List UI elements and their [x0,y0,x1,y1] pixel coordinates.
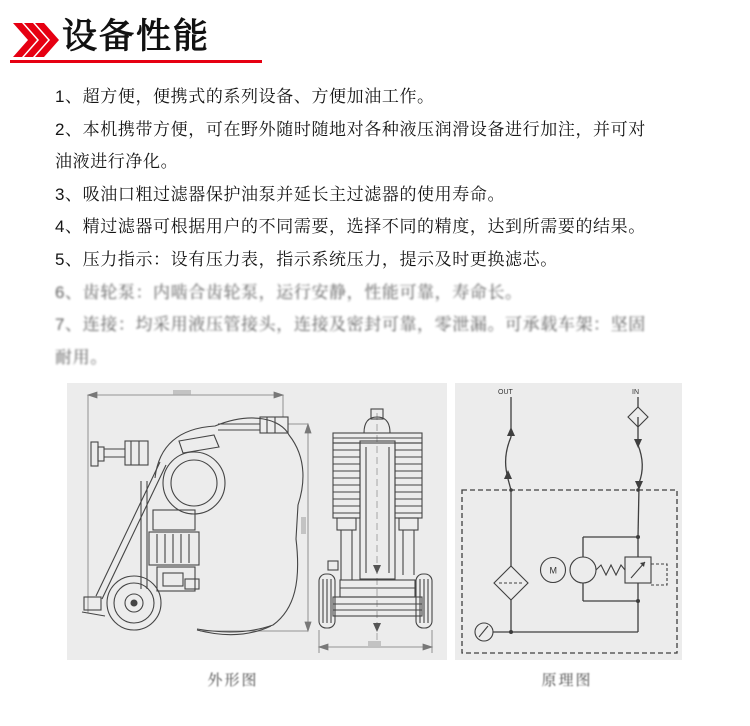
outline-drawing [67,383,447,660]
dim-label-smudge [368,641,381,646]
relief-valve-spring [596,565,625,575]
dim-label-smudge [173,390,191,395]
in-port-label: IN [632,389,639,396]
feature-line-degraded: 7、连接：均采用液压管接头，连接及密封可靠，零泄漏。可承载车架：坚固 [55,315,646,335]
feature-line: 5、压力指示：设有压力表，指示系统压力，提示及时更换滤芯。 [55,249,558,269]
triple-right-chevrons-icon [13,23,61,57]
feature-line-degraded: 6、齿轮泵：内啮合齿轮泵，运行安静，性能可靠，寿命长。 [55,282,523,302]
junction-dots [509,488,640,634]
dim-label-smudge [301,517,306,534]
return-lines [583,583,638,632]
feature-line: 3、吸油口粗过滤器保护油泵并延长主过滤器的使用寿命。 [55,184,506,204]
feature-line: 1、超方便，便携式的系列设备、方便加油工作。 [55,87,435,106]
page-title: 设备性能 [62,17,211,56]
pump-branch [583,537,638,557]
schematic-figure-caption: 原理图 [541,672,593,689]
unit-boundary-box [462,490,677,653]
relief-valve-symbol [625,557,667,585]
feature-list [55,81,740,374]
cart-side-view [82,417,303,635]
feature-line-degraded: 耐用。 [55,347,108,367]
schematic-panel [455,383,682,660]
pressure-gauge-symbol [475,623,493,641]
title-underline [10,60,262,63]
out-line [504,397,515,566]
hydraulic-schematic [455,383,682,660]
outline-figure-caption: 外形图 [207,672,259,689]
pump-symbol [570,557,596,583]
out-port-label: OUT [498,389,513,396]
outline-drawing-panel [67,383,447,660]
feature-line: 2、本机携带方便，可在野外随时随地对各种液压润滑设备进行加注，并可对 [55,119,646,139]
cart-front-view [319,409,432,641]
motor-letter: M [549,565,557,576]
feature-line: 4、精过滤器可根据用户的不同需要，选择不同的精度，达到所需要的结果。 [55,217,646,237]
filter-symbol [494,566,528,600]
in-line [628,397,648,557]
feature-line: 油液进行净化。 [55,152,179,172]
